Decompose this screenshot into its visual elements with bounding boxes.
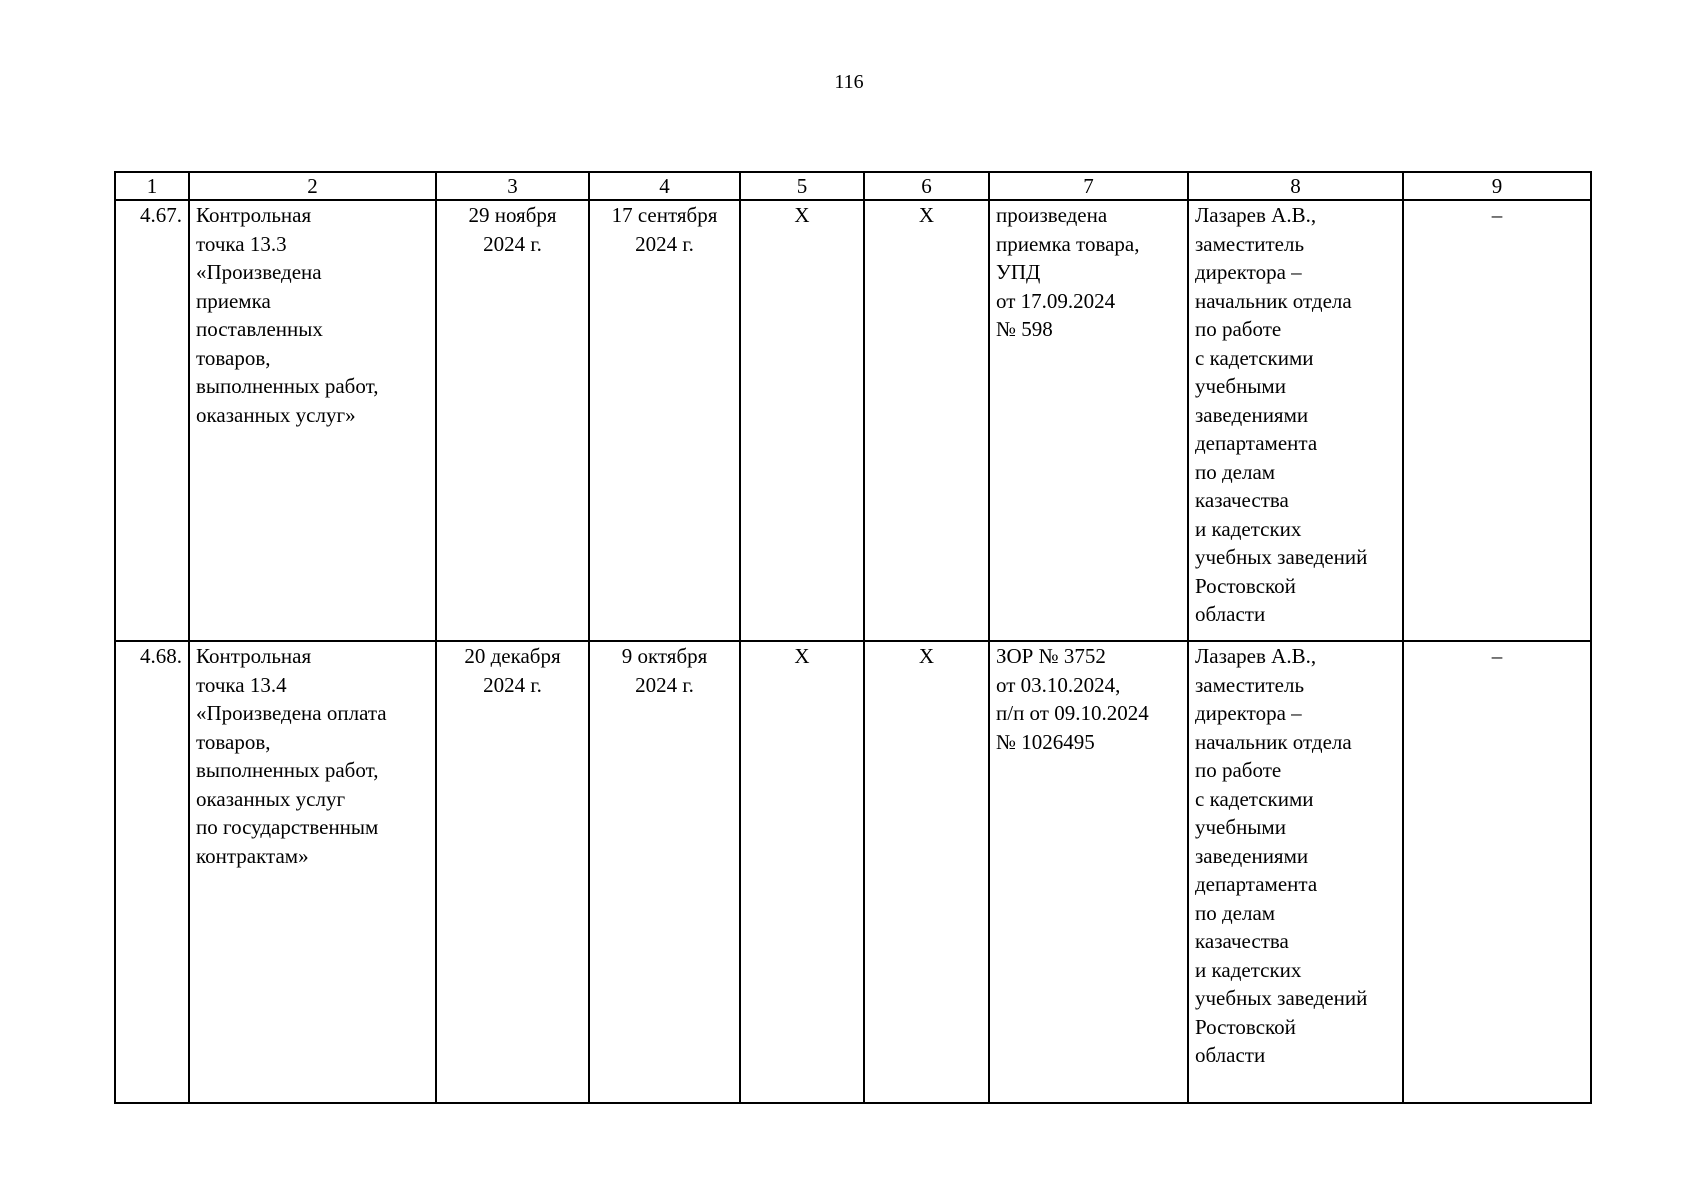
table-row	[115, 200, 1591, 641]
control-point-name: Контрольная точка 13.3 «Произведена приемка поставленных товаров, выполненных работ, оказанных услуг»	[189, 200, 436, 641]
row-number: 4.68.	[115, 641, 189, 1103]
col5-mark: X	[740, 200, 864, 641]
header-cell: 3	[436, 172, 589, 200]
col9-value: –	[1403, 200, 1591, 641]
header-cell: 5	[740, 172, 864, 200]
actual-date: 9 октября 2024 г.	[589, 641, 740, 1103]
col5-mark: X	[740, 641, 864, 1103]
confirming-document: ЗОР № 3752 от 03.10.2024, п/п от 09.10.2024 № 1026495	[989, 641, 1188, 1103]
row-number: 4.67.	[115, 200, 189, 641]
col9-value: –	[1403, 641, 1591, 1103]
header-cell: 6	[864, 172, 989, 200]
report-table	[114, 171, 1592, 1104]
responsible-person: Лазарев А.В., заместитель директора – начальник отдела по работе с кадетскими учебными заведениями департамента по делам казачества и кадетских учебных заведений Ростовской области	[1188, 200, 1403, 641]
header-cell: 7	[989, 172, 1188, 200]
table-row	[115, 641, 1591, 1103]
confirming-document: произведена приемка товара, УПД от 17.09.2024 № 598	[989, 200, 1188, 641]
control-point-name: Контрольная точка 13.4 «Произведена оплата товаров, выполненных работ, оказанных услуг по государственным контрактам»	[189, 641, 436, 1103]
header-cell: 1	[115, 172, 189, 200]
actual-date: 17 сентября 2024 г.	[589, 200, 740, 641]
responsible-person: Лазарев А.В., заместитель директора – начальник отдела по работе с кадетскими учебными заведениями департамента по делам казачества и кадетских учебных заведений Ростовской области	[1188, 641, 1403, 1103]
planned-date: 20 декабря 2024 г.	[436, 641, 589, 1103]
header-cell: 9	[1403, 172, 1591, 200]
col6-mark: X	[864, 641, 989, 1103]
table-header-row	[115, 172, 1591, 200]
col6-mark: X	[864, 200, 989, 641]
header-cell: 8	[1188, 172, 1403, 200]
header-cell: 4	[589, 172, 740, 200]
header-cell: 2	[189, 172, 436, 200]
page-number: 116	[834, 71, 864, 93]
planned-date: 29 ноября 2024 г.	[436, 200, 589, 641]
